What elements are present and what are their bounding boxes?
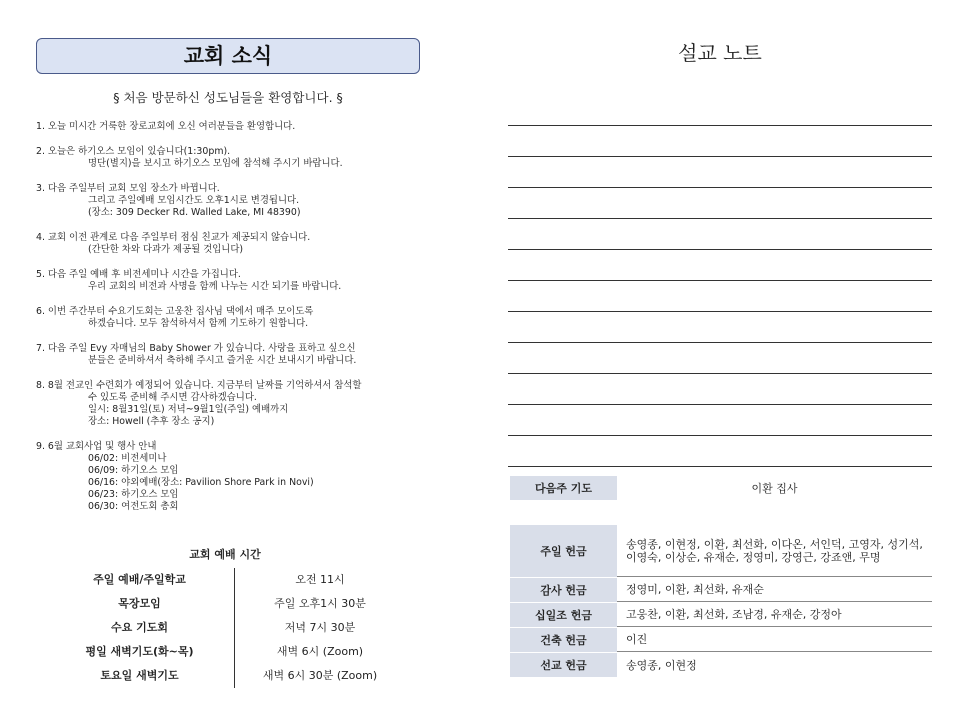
worship-time: 새벽 6시 (Zoom) bbox=[276, 645, 364, 658]
schedule-item: 06/02: 비전세미나 bbox=[88, 453, 167, 464]
offering-row bbox=[510, 602, 932, 627]
notice-item bbox=[36, 380, 436, 428]
note-line bbox=[508, 374, 932, 405]
offering-names: 송영종, 이현정, 이환, 최선화, 이다온, 서인덕, 고영자, 성기석, 이영숙, 이상순, 유재순, 정영미, 강영근, 강죠앤, 무명 bbox=[617, 525, 932, 577]
note-line bbox=[508, 157, 932, 188]
offering-names: 이진 bbox=[617, 628, 932, 652]
schedule-item: 06/30: 여전도회 총회 bbox=[88, 501, 179, 512]
notice-text: 5. 다음 주일 예배 후 비전세미나 시간을 가집니다. bbox=[36, 269, 241, 280]
notice-detail: 명단(별지)을 보시고 하기오스 모임에 참석해 주시기 바랍니다. bbox=[88, 158, 343, 169]
notice-detail: (간단한 차와 다과가 제공될 것입니다) bbox=[88, 244, 244, 255]
notice-item bbox=[36, 121, 436, 133]
offering-label: 십일조 헌금 bbox=[510, 603, 617, 627]
note-line bbox=[508, 219, 932, 250]
worship-name: 토요일 새벽기도 bbox=[45, 664, 235, 688]
schedule-item: 06/23: 하기오스 모임 bbox=[88, 489, 179, 500]
notice-detail: 우리 교회의 비전과 사명을 함께 나누는 시간 되기를 바랍니다. bbox=[88, 281, 342, 292]
worship-time: 주일 오후1시 30분 bbox=[274, 597, 366, 610]
worship-time: 저녁 7시 30분 bbox=[284, 621, 356, 634]
sermon-notes-title: 설교 노트 bbox=[678, 41, 762, 65]
notice-detail: (장소: 309 Decker Rd. Walled Lake, MI 48390) bbox=[88, 207, 301, 218]
notice-detail: 장소: Howell (추후 장소 공지) bbox=[88, 416, 215, 427]
worship-name: 평일 새벽기도(화~목) bbox=[45, 640, 235, 664]
notice-detail: 그리고 주일예배 모임시간도 오후1시로 변경됩니다. bbox=[88, 195, 300, 206]
notice-item bbox=[36, 232, 436, 256]
worship-name: 목장모임 bbox=[45, 592, 235, 616]
offering-row bbox=[510, 652, 932, 677]
next-week-prayer bbox=[510, 476, 932, 500]
notice-item bbox=[36, 269, 436, 293]
worship-row bbox=[45, 616, 405, 640]
worship-time: 새벽 6시 30분 (Zoom) bbox=[262, 669, 378, 682]
offering-label: 감사 헌금 bbox=[510, 578, 617, 602]
notice-item bbox=[36, 146, 436, 170]
notice-text: 1. 오늘 미시간 거룩한 장로교회에 오신 여러분들을 환영합니다. bbox=[36, 121, 296, 132]
sermon-notes-section bbox=[508, 38, 932, 672]
note-line bbox=[508, 126, 932, 157]
prayer-label: 다음주 기도 bbox=[510, 476, 617, 500]
worship-name: 주일 예배/주일학교 bbox=[45, 568, 235, 592]
worship-schedule bbox=[45, 546, 405, 688]
offering-label: 선교 헌금 bbox=[510, 653, 617, 677]
church-news-title: 교회 소식 bbox=[36, 38, 420, 74]
offering-label: 주일 헌금 bbox=[510, 525, 617, 577]
prayer-value: 이환 집사 bbox=[751, 482, 798, 495]
note-line bbox=[508, 95, 932, 126]
welcome-message: § 처음 방문하신 성도님들을 환영합니다. § bbox=[113, 90, 343, 105]
offering-row bbox=[510, 524, 932, 577]
notice-detail: 수 있도록 준비해 주시면 감사하겠습니다. bbox=[88, 392, 257, 403]
notice-text: 4. 교회 이전 관계로 다음 주일부터 점심 친교가 제공되지 않습니다. bbox=[36, 232, 311, 243]
notice-detail: 일시: 8월31일(토) 저녁~9월1일(주일) 예배까지 bbox=[88, 404, 289, 415]
notice-detail: 하겠습니다. 모두 참석하셔서 함께 기도하기 원합니다. bbox=[88, 318, 309, 329]
notice-item bbox=[36, 306, 436, 330]
notice-item bbox=[36, 441, 436, 513]
worship-row bbox=[45, 640, 405, 664]
worship-time: 오전 11시 bbox=[295, 573, 345, 586]
worship-row bbox=[45, 664, 405, 688]
notice-text: 6. 이번 주간부터 수요기도회는 고웅찬 집사님 댁에서 매주 모이도록 bbox=[36, 306, 314, 317]
schedule-item: 06/16: 야외예배(장소: Pavilion Shore Park in Novi) bbox=[88, 477, 314, 488]
offering-names: 고웅찬, 이환, 최선화, 조남경, 유재순, 강정아 bbox=[617, 603, 932, 627]
notice-list bbox=[36, 121, 436, 513]
schedule-item: 06/09: 하기오스 모임 bbox=[88, 465, 179, 476]
offering-names: 송영종, 이현정 bbox=[626, 658, 697, 672]
offering-names: 정영미, 이환, 최선화, 유재순 bbox=[617, 578, 932, 602]
worship-schedule-title: 교회 예배 시간 bbox=[189, 548, 261, 561]
offering-table bbox=[510, 524, 932, 677]
church-news-section bbox=[36, 38, 436, 513]
notice-text: 9. 6월 교회사업 및 행사 안내 bbox=[36, 441, 157, 452]
note-line bbox=[508, 281, 932, 312]
notice-detail: 분들은 준비하셔서 축하해 주시고 즐거운 시간 보내시기 바랍니다. bbox=[88, 355, 357, 366]
note-line bbox=[508, 343, 932, 374]
offering-row bbox=[510, 627, 932, 652]
notice-text: 3. 다음 주일부터 교회 모임 장소가 바뀝니다. bbox=[36, 183, 220, 194]
note-lines bbox=[508, 95, 932, 467]
notice-text: 2. 오늘은 하기오스 모임이 있습니다(1:30pm). bbox=[36, 146, 231, 157]
note-line bbox=[508, 188, 932, 219]
offering-label: 건축 헌금 bbox=[510, 628, 617, 652]
worship-row bbox=[45, 568, 405, 592]
note-line bbox=[508, 250, 932, 281]
offering-row bbox=[510, 577, 932, 602]
note-line bbox=[508, 436, 932, 467]
note-line bbox=[508, 405, 932, 436]
notice-text: 7. 다음 주일 Evy 자매님의 Baby Shower 가 있습니다. 사랑을 표하고 싶으신 bbox=[36, 343, 356, 354]
note-line bbox=[508, 312, 932, 343]
worship-row bbox=[45, 592, 405, 616]
notice-item bbox=[36, 183, 436, 219]
notice-text: 8. 8월 전교인 수련회가 예정되어 있습니다. 지금부터 날짜를 기억하셔서 참석할 bbox=[36, 380, 362, 391]
worship-name: 수요 기도회 bbox=[45, 616, 235, 640]
notice-item bbox=[36, 343, 436, 367]
